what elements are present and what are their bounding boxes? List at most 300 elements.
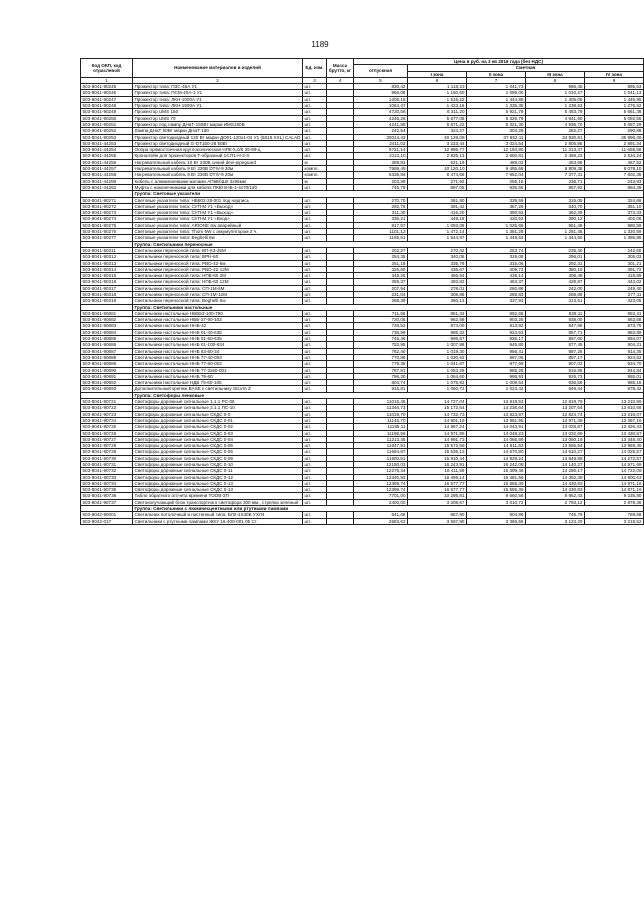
zone-price-cell: 9 235,80 <box>585 493 644 499</box>
code-cell: 503-8041-90692 <box>81 380 133 386</box>
zone-price-cell: 448,18 <box>408 216 467 222</box>
column-number: 3 <box>303 77 327 83</box>
header-mass: Масса брутто, кг <box>327 59 354 78</box>
zone-price-cell: 877,45 <box>526 342 585 348</box>
code-cell: 503-8041-44255 <box>81 153 133 159</box>
code-cell: 503-8041-90311 <box>81 247 133 253</box>
code-cell: 503-8041-90736 <box>81 493 133 499</box>
zone-price-cell: 828,11 <box>526 310 585 316</box>
zone-price-cell: 12 819,78 <box>526 399 585 405</box>
release-price-cell: 202,27 <box>354 247 408 253</box>
name-cell: Светильники настольные НДБ 75-60-105 <box>133 380 303 386</box>
release-price-cell: 787,81 <box>354 367 408 373</box>
release-price-cell: 11195,11 <box>354 424 408 430</box>
zone-price-cell: 1 053,29 <box>408 367 467 373</box>
zone-price-cell: 892,66 <box>467 310 526 316</box>
name-cell: Светофоры дорожные сигнальные СКДС 0-12 <box>133 474 303 480</box>
zone-price-cell: 466,94 <box>408 273 467 279</box>
header-zone3: III зона <box>526 71 585 77</box>
group-title: Группа: Светильники настольные <box>133 304 644 310</box>
unit-cell: шт. <box>303 134 327 140</box>
release-price-cell: 292,75 <box>354 203 408 209</box>
release-price-cell: 11213,45 <box>354 436 408 442</box>
name-cell: Нагревательный кабель 9 Вт 230В DTIV-9 30м <box>133 166 303 172</box>
unit-cell: шт. <box>303 260 327 266</box>
name-cell: Светильники настольные НББ53-100-790 <box>133 310 303 316</box>
zone-price-cell: 1 381,28 <box>467 229 526 235</box>
unit-cell: шт. <box>303 499 327 505</box>
release-price-cell: 11015,45 <box>354 399 408 405</box>
zone-price-cell: 1 007,98 <box>408 342 467 348</box>
zone-price-cell: 986,45 <box>526 84 585 90</box>
code-cell: 503-8041-90681 <box>81 310 133 316</box>
release-price-cell: 6336,86 <box>354 172 408 178</box>
unit-cell: шт. <box>303 216 327 222</box>
code-cell: 503-8041-44254 <box>81 147 133 153</box>
code-cell: 503-8041-90734 <box>81 480 133 486</box>
zone-price-cell: 14 430,83 <box>526 480 585 486</box>
zone-price-cell: 493,82 <box>408 279 467 285</box>
release-price-cell: 779,38 <box>354 361 408 367</box>
code-cell: 503-8041-44256 <box>81 159 133 165</box>
zone-price-cell: 951,49 <box>526 222 585 228</box>
name-cell: Прожектор под лампу ДНаТ-150Вт марки ИМS150B <box>133 121 303 127</box>
unit-cell: шт. <box>303 443 327 449</box>
unit-cell: шт. <box>303 247 327 253</box>
name-cell: Лампа ДНаТ 50Вт марки ДНаТ 150 <box>133 128 303 134</box>
zone-price-cell: 313,51 <box>526 298 585 304</box>
zone-price-cell: 8 962,43 <box>526 493 585 499</box>
unit-cell: шт. <box>303 329 327 335</box>
zone-price-cell: 409,73 <box>467 266 526 272</box>
code-cell: 503-8041-90688 <box>81 354 133 360</box>
zone-price-cell: 16 243,91 <box>408 462 467 468</box>
zone-price-cell: 436,67 <box>408 266 467 272</box>
zone-price-cell: 282,27 <box>526 128 585 134</box>
zone-price-cell: 1 075,92 <box>408 380 467 386</box>
unit-cell: шт. <box>303 128 327 134</box>
code-cell: 503-8041-90253 <box>81 134 133 140</box>
unit-cell: шт. <box>303 147 327 153</box>
release-price-cell: 231,04 <box>354 291 408 297</box>
code-cell: 503-8041-90316 <box>81 279 133 285</box>
zone-price-cell: 867,92 <box>526 184 585 190</box>
name-cell: Светофоры дорожные сигнальные СКДС 0-11 <box>133 468 303 474</box>
zone-price-cell: 14 967,24 <box>408 424 467 430</box>
zone-price-cell: 463,37 <box>467 279 526 285</box>
zone-price-cell: 14 722,09 <box>585 468 644 474</box>
table-body <box>81 84 644 525</box>
code-cell: 503-8041-44259 <box>81 178 133 184</box>
column-number: 4 <box>327 77 354 83</box>
unit-cell: шт. <box>303 197 327 203</box>
name-cell: Светильники настольные ННБ 79-60 <box>133 373 303 379</box>
unit-cell: шт. <box>303 487 327 493</box>
release-price-cell: 203,39 <box>354 178 408 184</box>
name-cell: Светофоры дорожные сигнальные СКДС 0-04 <box>133 436 303 442</box>
header-price-title: Цена в руб. на 3 кв 2016 года (без НДС) <box>354 59 644 65</box>
code-cell: 503-8041-90247 <box>81 96 133 102</box>
release-price-cell: 326,60 <box>354 266 408 272</box>
zone-price-cell: 289,83 <box>467 291 526 297</box>
zone-price-cell: 315,06 <box>467 260 526 266</box>
zone-price-cell: 924,53 <box>467 329 526 335</box>
header-unit: Ед. изм. <box>303 59 327 78</box>
zone-price-cell: 914,35 <box>585 348 644 354</box>
release-price-cell: 745,46 <box>354 336 408 342</box>
release-price-cell: 1155,61 <box>354 235 408 241</box>
unit-cell: шт. <box>303 310 327 316</box>
zone-price-cell: 14 727,04 <box>408 399 467 405</box>
zone-price-cell: 1 041,97 <box>408 361 467 367</box>
release-price-cell: 1101,12 <box>354 229 408 235</box>
name-cell: Световые указатели типа: НБ602-25-001 под надпись <box>133 197 303 203</box>
name-cell: Табло обратного отсчета времени ТООВ-ЗП <box>133 493 303 499</box>
code-cell: 503-8041-90276 <box>81 229 133 235</box>
code-cell: 503-8041-90275 <box>81 222 133 228</box>
zone-price-cell: 14 670,80 <box>467 449 526 455</box>
code-cell: 503-8041-90727 <box>81 436 133 442</box>
name-cell: Прожектор светодиодный 120 Вт марки ДО01-120х1-04 У1 (5015 XXL) CALAD <box>133 134 303 140</box>
release-price-cell: 4720,58 <box>354 109 408 115</box>
code-cell: 503-8041-90693 <box>81 386 133 392</box>
name-cell: Светофоры дорожные сигнальные СКДС 0-0 <box>133 411 303 417</box>
zone-price-cell: 962,68 <box>408 317 467 323</box>
zone-price-cell: 429,87 <box>526 279 585 285</box>
zone-price-cell: 12 996,77 <box>408 147 467 153</box>
zone-price-cell: 9 660,56 <box>467 493 526 499</box>
unit-cell: компл. <box>303 172 327 178</box>
column-number: 5 <box>354 77 408 83</box>
zone-price-cell: 1 238,63 <box>526 103 585 109</box>
zone-price-cell: 16 577,77 <box>408 487 467 493</box>
zone-price-cell: 271,92 <box>408 178 467 184</box>
release-price-cell: 11019,70 <box>354 411 408 417</box>
zone-price-cell: 14 871,16 <box>585 480 644 486</box>
name-cell: Светофоры дорожные сигнальные СКДС 0-03 <box>133 430 303 436</box>
table-header <box>81 59 644 84</box>
group-title: Группа: Светофоры ленковые <box>133 392 644 398</box>
zone-price-cell: 8 474,66 <box>408 172 467 178</box>
zone-price-cell: 373,33 <box>585 210 644 216</box>
unit-cell: шт. <box>303 493 327 499</box>
code-cell: 503-8041-90723 <box>81 411 133 417</box>
release-price-cell: 311,30 <box>354 210 408 216</box>
unit-cell: шт. <box>303 436 327 442</box>
zone-price-cell: 988,28 <box>467 367 526 373</box>
release-price-cell: 2411,02 <box>354 140 408 146</box>
name-cell: Светильник потолочный и настенный типа: БЛ2-1Х40Б УХЛ4 <box>133 512 303 518</box>
zone-price-cell: 235,40 <box>526 247 585 253</box>
zone-price-cell: 14 272,57 <box>585 455 644 461</box>
zone-price-cell: 1 064,60 <box>408 373 467 379</box>
zone-price-cell: 1 041,13 <box>585 90 644 96</box>
zone-price-cell: 236,71 <box>526 178 585 184</box>
zone-price-cell: 9 495,66 <box>467 166 526 172</box>
zone-price-cell: 14 871,16 <box>585 487 644 493</box>
name-cell: Прожектор UMS 70 <box>133 115 303 121</box>
zone-price-cell: 305,03 <box>585 254 644 260</box>
code-cell: 503-8041-90250 <box>81 115 133 121</box>
zone-price-cell: 1 385,85 <box>585 235 644 241</box>
zone-price-cell: 13 216,07 <box>585 411 644 417</box>
zone-price-cell: 977,69 <box>467 361 526 367</box>
zone-price-cell: 6 311,20 <box>408 109 467 115</box>
zone-price-cell: 2 891,34 <box>585 140 644 146</box>
code-cell: 503-8041-90685 <box>81 336 133 342</box>
zone-price-cell: 965,15 <box>585 380 644 386</box>
release-price-cell: 11647,91 <box>354 443 408 449</box>
zone-price-cell: 14 140,27 <box>526 462 585 468</box>
name-cell: Светофоры дорожные сигнальные СКДС 0-02 <box>133 424 303 430</box>
group-title: Группа: Световые указатели <box>133 191 644 197</box>
code-cell: 503-8041-90690 <box>81 367 133 373</box>
zone-price-cell: 296,01 <box>526 254 585 260</box>
zone-price-cell: 1 019,30 <box>408 348 467 354</box>
zone-price-cell: 2 793,12 <box>526 499 585 505</box>
zone-price-cell: 2 805,95 <box>526 140 585 146</box>
zone-price-cell: 980,59 <box>585 222 644 228</box>
zone-price-cell: 380,10 <box>526 266 585 272</box>
zone-price-cell: 2 878,35 <box>585 499 644 505</box>
zone-price-cell: 13 610,27 <box>526 449 585 455</box>
zone-price-cell: 1 344,50 <box>526 235 585 241</box>
zone-price-cell: 242,60 <box>585 247 644 253</box>
release-price-cell: 335,21 <box>354 216 408 222</box>
zone-price-cell: 996,67 <box>408 336 467 342</box>
zone-price-cell: 13 207,64 <box>526 405 585 411</box>
zone-price-cell: 3 218,52 <box>585 518 644 524</box>
name-cell: Светильники настольные НББ-37-60-102 <box>133 317 303 323</box>
zone-price-cell: 956,41 <box>467 348 526 354</box>
zone-price-cell: 894,39 <box>585 184 644 190</box>
name-cell: Светильники переносной типа: ВРН-60 <box>133 254 303 260</box>
zone-price-cell: 15 172,64 <box>408 405 467 411</box>
release-price-cell: 12150,03 <box>354 462 408 468</box>
zone-price-cell: 1 423,16 <box>408 103 467 109</box>
release-price-cell: 866,08 <box>354 90 408 96</box>
zone-price-cell: 804,99 <box>467 512 526 518</box>
code-cell: 503-8041-90315 <box>81 273 133 279</box>
name-cell: Дополнительный крепеж BASE к светильнику SILVIA Z <box>133 386 303 392</box>
code-cell: 503-8041-90733 <box>81 474 133 480</box>
code-cell: 503-8041-90722 <box>81 405 133 411</box>
name-cell: Светофоры дорожные сигнальные СКДС 0-06 <box>133 449 303 455</box>
zone-price-cell: 5 921,79 <box>467 109 526 115</box>
zone-price-cell: 895,53 <box>585 84 644 90</box>
zone-price-cell: 907,02 <box>526 361 585 367</box>
name-cell: Прожектор типа: ЛКН-1000А У1 <box>133 96 303 102</box>
zone-price-cell: 1 405,05 <box>526 96 585 102</box>
zone-price-cell: 10 295,81 <box>408 493 467 499</box>
zone-price-cell: 2 825,13 <box>408 153 467 159</box>
zone-price-cell: 14 048,23 <box>467 430 526 436</box>
zone-price-cell: 453,68 <box>526 159 585 165</box>
zone-price-cell: 362,29 <box>526 210 585 216</box>
name-cell: Световые указатели типа: Thom 6W с аккумулятором 2 ч. <box>133 229 303 235</box>
code-cell: 503-8041-90737 <box>81 499 133 505</box>
release-price-cell: 641,68 <box>354 512 408 518</box>
name-cell: Светильники переносной типа: Beghelli 6w <box>133 298 303 304</box>
zone-price-cell: 863,58 <box>585 317 644 323</box>
zone-price-cell: 926,73 <box>526 373 585 379</box>
zone-price-cell: 883,89 <box>585 329 644 335</box>
unit-cell: шт. <box>303 449 327 455</box>
unit-cell: шт. <box>303 273 327 279</box>
unit-cell: шт. <box>303 399 327 405</box>
name-cell: Светофоры дорожные сигнальные СКДС 0-10 <box>133 462 303 468</box>
zone-price-cell: 5 092,55 <box>585 115 644 121</box>
zone-price-cell: 12 824,74 <box>526 411 585 417</box>
zone-price-cell: 290,88 <box>585 128 644 134</box>
zone-price-cell: 4 936,70 <box>526 121 585 127</box>
release-price-cell: 12399,74 <box>354 480 408 486</box>
unit-cell: шт. <box>303 184 327 190</box>
name-cell: Световые указатели типа: Beghelli 6w <box>133 235 303 241</box>
code-cell: 503-8041-90277 <box>81 235 133 241</box>
release-price-cell: 270,70 <box>354 197 408 203</box>
zone-price-cell: 340,70 <box>526 203 585 209</box>
release-price-cell: 753,95 <box>354 342 408 348</box>
zone-price-cell: 467,52 <box>585 159 644 165</box>
zone-price-cell: 935,55 <box>467 184 526 190</box>
zone-price-cell: 324,27 <box>408 128 467 134</box>
code-cell: 503-8041-90684 <box>81 329 133 335</box>
name-cell: Нагревательный кабель 9 Вт 230В DTIV-9 20м <box>133 172 303 178</box>
zone-price-cell: 1 009,54 <box>467 380 526 386</box>
code-cell: 503-8041-90682 <box>81 317 133 323</box>
zone-price-cell: 1 041,73 <box>467 84 526 90</box>
zone-price-cell: 857,90 <box>408 512 467 518</box>
zone-price-cell: 15 399,45 <box>467 468 526 474</box>
zone-price-cell: 944,84 <box>585 367 644 373</box>
zone-price-cell: 351,10 <box>585 203 644 209</box>
unit-cell: шт. <box>303 354 327 360</box>
zone-price-cell: 998,93 <box>467 373 526 379</box>
zone-price-cell: 14 571,68 <box>585 462 644 468</box>
zone-price-cell: 361,90 <box>408 197 467 203</box>
name-cell: Светильники настольные ННБ-42 <box>133 323 303 329</box>
zone-price-cell: 1 025,66 <box>467 222 526 228</box>
code-cell: 503-8041-90313 <box>81 260 133 266</box>
unit-cell: шт. <box>303 323 327 329</box>
code-cell: 503-8041-90725 <box>81 424 133 430</box>
code-cell: 503-8041-90724 <box>81 417 133 423</box>
zone-price-cell: 1 335,35 <box>467 103 526 109</box>
release-price-cell: 770,88 <box>354 354 408 360</box>
zone-price-cell: 323,05 <box>585 298 644 304</box>
name-cell: Светильники настольные ННБ 01-40-635 <box>133 329 303 335</box>
zone-price-cell: 489,03 <box>467 159 526 165</box>
release-price-cell: 720,05 <box>354 317 408 323</box>
zone-price-cell: 14 025,57 <box>585 449 644 455</box>
unit-cell: шт. <box>303 424 327 430</box>
zone-price-cell: 40 128,08 <box>408 134 467 140</box>
code-cell: 503-8041-90252 <box>81 128 133 134</box>
column-number: 9 <box>585 77 644 83</box>
zone-price-cell: 15 555,36 <box>467 487 526 493</box>
code-cell: 503-8041-90721 <box>81 399 133 405</box>
zone-price-cell: 13 555,84 <box>526 443 585 449</box>
unit-cell: шт. <box>303 405 327 411</box>
zone-price-cell: 924,52 <box>585 354 644 360</box>
zone-price-cell: 838,00 <box>526 317 585 323</box>
zone-price-cell: 3 123,20 <box>526 518 585 524</box>
name-cell: Светильники переносной типа: НПБ-60 12М <box>133 279 303 285</box>
unit-cell: шт. <box>303 210 327 216</box>
code-cell: 503-8041-90729 <box>81 449 133 455</box>
unit-cell: шт. <box>303 140 327 146</box>
zone-price-cell: 3 587,90 <box>408 518 467 524</box>
column-number: 6 <box>408 77 467 83</box>
name-cell: Световые указатели типа: СУП-М У1 «Выход» <box>133 203 303 209</box>
zone-price-cell: 867,60 <box>526 336 585 342</box>
column-number: 2 <box>133 77 303 83</box>
name-cell: Прожектор типа: ЛКН-1500А У1 <box>133 103 303 109</box>
header-code: Код ОКП, код отраслевой <box>81 59 133 78</box>
zone-price-cell: 13 823,87 <box>467 411 526 417</box>
release-price-cell: 12340,93 <box>354 474 408 480</box>
unit-cell: шт. <box>303 462 327 468</box>
zone-price-cell: 35 996,36 <box>585 134 644 140</box>
name-cell: Светильники переносной типа: РВО-42-12М <box>133 266 303 272</box>
unit-cell: шт. <box>303 84 327 90</box>
unit-cell: шт. <box>303 342 327 348</box>
header-name: Наименование материалов и изделий <box>133 59 303 78</box>
unit-cell: шт. <box>303 291 327 297</box>
name-cell: Светильники переносной типа: СП-1М-12М <box>133 291 303 297</box>
unit-cell: шт. <box>303 203 327 209</box>
code-cell: 503-8041-90314 <box>81 266 133 272</box>
name-cell: Световые указатели типа: СУП-М У1 «Вход» <box>133 216 303 222</box>
zone-price-cell: 402,06 <box>585 216 644 222</box>
header-release: отпускная <box>354 65 408 78</box>
zone-price-cell: 13 032,89 <box>526 430 585 436</box>
zone-price-cell: 11 658,58 <box>585 147 644 153</box>
name-cell: Кабель с алюминиевыми жилами АПвБбШп 4х95мм <box>133 178 303 184</box>
zone-price-cell: 416,20 <box>408 210 467 216</box>
zone-price-cell: 16 577,77 <box>408 480 467 486</box>
zone-price-cell: 2 459,23 <box>526 153 585 159</box>
zone-price-cell: 14 929,24 <box>467 455 526 461</box>
unit-cell: компл. <box>303 166 327 172</box>
code-cell: 503-8041-90731 <box>81 462 133 468</box>
release-price-cell: 2113,10 <box>354 153 408 159</box>
zone-price-cell: 324,68 <box>585 197 644 203</box>
zone-price-cell: 2 650,81 <box>467 153 526 159</box>
zone-price-cell: 5 326,79 <box>467 115 526 121</box>
zone-price-cell: 420,53 <box>467 216 526 222</box>
unit-cell: шт. <box>303 121 327 127</box>
zone-price-cell: 15 572,58 <box>408 443 467 449</box>
unit-cell: шт. <box>303 96 327 102</box>
release-price-cell: 11694,67 <box>354 449 408 455</box>
zone-price-cell: 935,17 <box>467 336 526 342</box>
zone-price-cell: 37 652,11 <box>467 134 526 140</box>
zone-price-cell: 997,05 <box>408 184 467 190</box>
code-cell: 503-8042-90001 <box>81 512 133 518</box>
release-price-cell: 207,94 <box>354 285 408 291</box>
zone-price-cell: 315,05 <box>526 197 585 203</box>
zone-price-cell: 3 223,44 <box>408 140 467 146</box>
zone-price-cell: 1 544,97 <box>408 235 467 241</box>
name-cell: Светильники переносной типа: СП-1М-6М <box>133 285 303 291</box>
zone-price-cell: 319,08 <box>467 254 526 260</box>
unit-cell: шт. <box>303 254 327 260</box>
zone-price-cell: 4 941,80 <box>526 115 585 121</box>
zone-price-cell: 367,26 <box>467 203 526 209</box>
zone-price-cell: 1 093,08 <box>408 222 467 228</box>
